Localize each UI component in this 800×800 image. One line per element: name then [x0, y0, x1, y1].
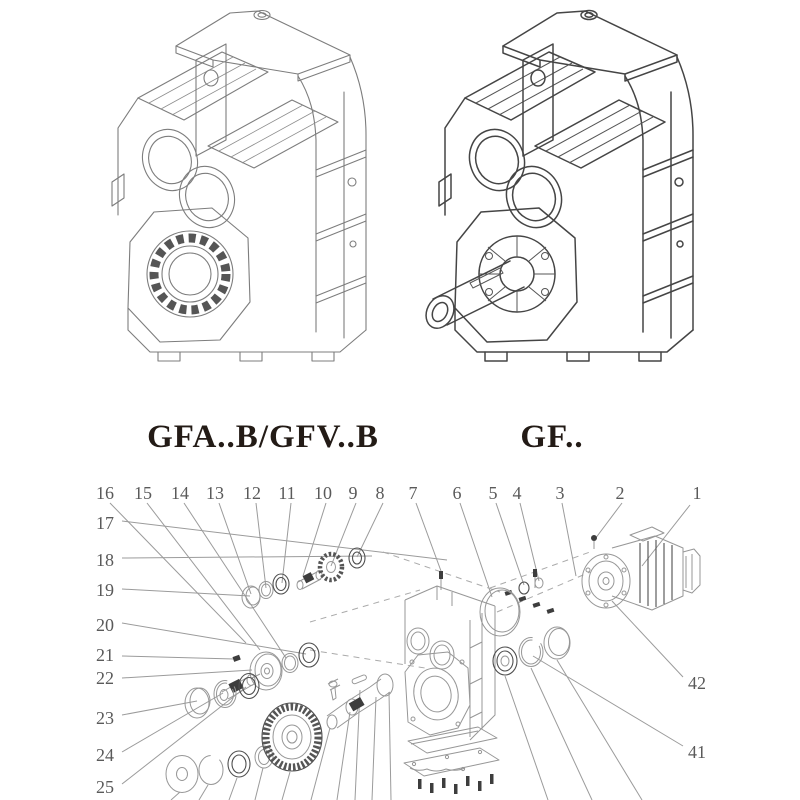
callout-14: 14	[171, 483, 189, 503]
callout-3: 3	[555, 483, 565, 503]
callout-7: 7	[408, 483, 418, 503]
part-ring-mid	[282, 654, 298, 673]
callout-24: 24	[96, 745, 114, 765]
callout-25: 25	[96, 777, 114, 797]
callout-1: 1	[692, 483, 702, 503]
callout-numbers-top	[96, 483, 702, 503]
part-output-gear	[262, 703, 322, 771]
callout-12: 12	[243, 483, 261, 503]
part-bearing-upper-right	[349, 548, 365, 568]
part-motor	[582, 527, 700, 610]
callout-numbers-right	[688, 673, 706, 762]
leader-lines-right	[533, 601, 683, 746]
part-bearing-upper	[273, 574, 289, 594]
callout-22: 22	[96, 668, 114, 688]
exploded-view	[96, 483, 706, 800]
part-seal-cap-upper	[242, 586, 260, 608]
model-label-right: GF..	[520, 419, 584, 455]
part-pinion-gear-upper	[320, 554, 342, 580]
part-bottom-cover	[404, 748, 499, 776]
callout-16: 16	[96, 483, 114, 503]
callout-23: 23	[96, 708, 114, 728]
gearbox-drawing-gf	[421, 11, 693, 362]
part-flange-gasket-ring	[480, 588, 520, 636]
part-input-shaft-upper	[297, 571, 322, 590]
part-oil-seal-lower	[239, 674, 259, 699]
part-gasket	[408, 727, 497, 753]
callout-13: 13	[206, 483, 224, 503]
callout-15: 15	[134, 483, 152, 503]
callout-4: 4	[512, 483, 522, 503]
part-motor-bearing	[493, 647, 517, 675]
part-snap-ring-bottom	[199, 756, 223, 785]
part-cover-bolts	[418, 774, 494, 794]
callout-41: 41	[688, 742, 706, 762]
part-motor-snap-ring	[519, 638, 543, 667]
callout-2: 2	[615, 483, 625, 503]
callout-8: 8	[375, 483, 385, 503]
part-flange-bolt	[591, 535, 597, 549]
model-label-left: GFA..B/GFV..B	[147, 419, 379, 455]
callout-18: 18	[96, 550, 114, 570]
callout-20: 20	[96, 615, 114, 635]
callout-42: 42	[688, 673, 706, 693]
part-breather-plug	[328, 679, 340, 700]
callout-9: 9	[348, 483, 358, 503]
part-intermediate-gear	[250, 652, 282, 690]
part-set-screw	[232, 655, 240, 662]
part-ball-bearing	[166, 756, 198, 793]
part-bearing-ring-bottom	[228, 751, 250, 777]
callout-17: 17	[96, 513, 114, 533]
part-key	[351, 674, 367, 684]
callout-21: 21	[96, 645, 114, 665]
callout-19: 19	[96, 580, 114, 600]
callout-10: 10	[314, 483, 332, 503]
gearbox-drawing-gfab	[112, 11, 366, 362]
part-bearing-mid	[299, 643, 319, 667]
callout-5: 5	[488, 483, 498, 503]
part-housing	[405, 586, 495, 740]
part-motor-ring	[544, 627, 570, 659]
callout-11: 11	[278, 483, 296, 503]
callout-numbers-left	[96, 513, 114, 797]
callout-6: 6	[452, 483, 462, 503]
part-washer-upper	[259, 582, 273, 599]
